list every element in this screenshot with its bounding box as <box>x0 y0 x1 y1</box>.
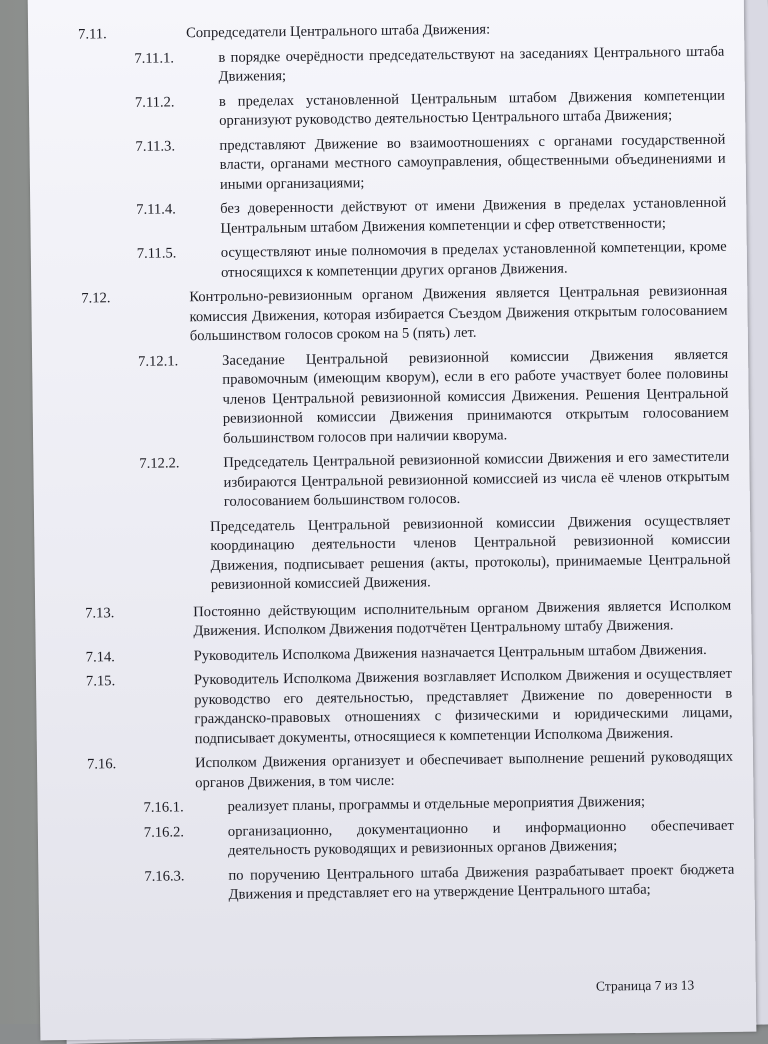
clause-7-12-1 <box>48 345 729 451</box>
clause-number: 7.14. <box>85 648 115 666</box>
clause-number: 7.11.2. <box>134 93 175 111</box>
clause-number: 7.11.3. <box>135 137 176 155</box>
clause-number: 7.11.5. <box>136 245 177 262</box>
clause-text: Руководитель Исполкома Движения возглавляет Исполком Движения и осуществляет руководство его деятельностью, представляет Движение по доверенности в гражданско-правовых отношениях с физическими и юридическими лицами, подписывает документы, относящиеся к компетенции Исполкома Движения. <box>193 665 733 747</box>
clause-text: Контрольно-ревизионным органом Движения является Центральная ревизионная комиссия Движения, которая избирается Съездом Движения открытым голосованием большинством голосов сроком на 5 (пять) лет. <box>189 282 728 345</box>
clause-7-12-2-continuation: Председатель Центральной ревизионной комиссии Движения осуществляет координацию деятельности членов Центральной ревизионной комиссии Движения, подписывает решения (акты, протоколы), принимаемые Центральной ревизионной комиссией Движения. <box>210 512 731 594</box>
clause-text: в порядке очерёдности председательствуют на заседаниях Центрального штаба Движения; <box>218 43 725 85</box>
clause-7-11-4 <box>46 194 726 241</box>
clause-text: Сопредседатели Центрального штаба Движения: <box>186 21 491 42</box>
clause-text: в пределах установленной Центральным штабом Движения компетенции организуют руководство деятельностью Центрального штаба Движения; <box>218 87 725 129</box>
clause-text: организационно, документационно и информационно обеспечивает деятельность руководящих и ревизионных органов Движения; <box>227 817 734 859</box>
clause-number: 7.11. <box>78 26 107 43</box>
clause-text: Постоянно действующим исполнительным органом Движения является Исполком Движения. Исполком Движения подотчётен Центральному штабу Движения. <box>193 597 732 640</box>
clause-number: 7.12.1. <box>138 352 179 370</box>
clause-number: 7.11.1. <box>134 49 175 67</box>
clause-text: осуществляют иные полномочия в пределах установленной компетенции, кроме относящихся к компетенции других органов Движения. <box>220 238 727 281</box>
clause-7-15 <box>52 665 733 751</box>
clause-number: 7.16.3. <box>144 867 185 885</box>
document-body <box>44 18 735 913</box>
clause-text: реализует планы, программы и отдельные мероприятия Движения; <box>227 793 646 815</box>
clause-7-16-2 <box>54 816 734 863</box>
clause-7-12-2 <box>49 448 730 515</box>
clause-text: Председатель Центральной ревизионной комиссии Движения и его заместители избираются Центральной ревизионной комиссией из числа её членов открытым голосованием большинством голосов. <box>223 448 730 510</box>
clause-7-14 <box>52 640 732 668</box>
clause-number: 7.16. <box>86 756 117 773</box>
clause-text: без доверенности действуют от имени Движения в пределах установленной Центральным штабом Движения компетенции и сфер ответственности; <box>220 194 727 237</box>
clause-number: 7.13. <box>85 604 115 622</box>
clause-7-13 <box>51 596 731 643</box>
clause-number: 7.16.2. <box>143 823 185 841</box>
clause-text: по поручению Центрального штаба Движения разрабатывает проект бюджета Движения и представляет его на утверждение Центрального штаба; <box>228 861 735 903</box>
clause-text: представляют Движение во взаимоотношениях с органами государственной власти, органами местного самоуправления, общественными объединениями и иными организациями; <box>219 131 726 193</box>
clause-number: 7.16.1. <box>143 799 184 816</box>
clause-text: Заседание Центральной ревизионной комиссии Движения является правомочным (имеющим кворум), если в его работе участвует более половины членов Центральной ревизионной комиссия Движения. Решения Центральной ревизионной комиссии Движения принимаются открытым голосованием большинством голосов при наличии кворума. <box>222 346 729 447</box>
clause-7-11-5 <box>47 238 727 285</box>
clause-7-11-3 <box>45 130 726 197</box>
clause-7-16 <box>53 748 733 795</box>
clause-number: 7.11.4. <box>136 201 176 218</box>
page-number-footer: Страница 7 из 13 <box>595 977 695 994</box>
clause-number: 7.15. <box>85 673 116 690</box>
clause-number: 7.12. <box>81 290 111 307</box>
clause-7-16-3 <box>54 860 734 907</box>
clause-text: Руководитель Исполкома Движения назначается Центральным штабом Движения. <box>193 641 707 664</box>
clause-7-11-1 <box>44 42 724 89</box>
clause-7-11-2 <box>45 86 725 133</box>
clause-7-12 <box>47 282 728 349</box>
clause-7-16-1 <box>53 792 733 820</box>
clause-number: 7.12.2. <box>139 455 180 472</box>
clause-text: Исполком Движения организует и обеспечивает выполнение решений руководящих органов Движения, в том числе: <box>194 748 734 791</box>
